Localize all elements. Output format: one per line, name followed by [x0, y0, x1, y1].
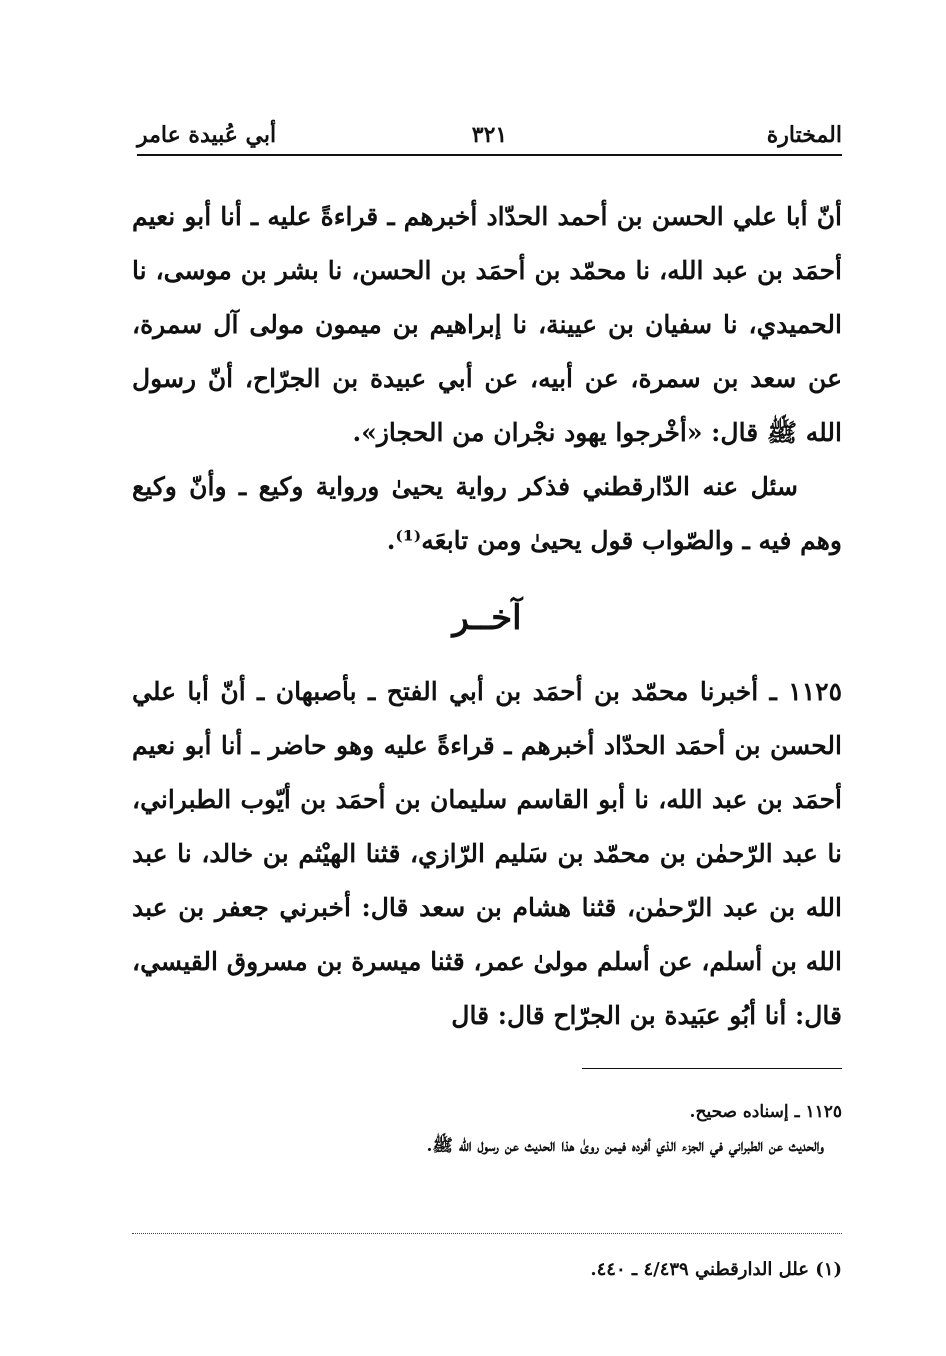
notes-divider: [582, 1068, 842, 1069]
footnote: (١) علل الدارقطني ٤/٤٣٩ ـ ٤٤٠.: [590, 1259, 842, 1280]
note-source: والحديث عن الطبراني في الجزء الذي أفرده فيمن روىٰ هذا الحديث عن رسول الله ﷺ.: [426, 1136, 824, 1156]
section-heading: آخــر: [452, 598, 522, 638]
paragraph-hadith-1125: ١١٢٥ ـ أخبرنا محمّد بن أحمَد بن أبي الفتح ـ بأصبهان ـ أنّ أبا علي الحسن بن أحمَد الحدّاد أخبرهم ـ قراءةً عليه وهو حاضر ـ أنا أبو نعيم أحمَد بن عبد الله، نا أبو القاسم سليمان بن أحمَد بن أيّوب الطبراني، نا عبد الرّحمٰن بن محمّد بن سَليم الرّازي، قثنا الهيْثم بن خالد، نا عبد الله بن عبد الرّحمٰن، قثنا هشام بن سعد قال: أخبرني جعفر بن عبد الله بن أسلم، عن أسلم مولىٰ عمر، قثنا ميسرة بن مسروق القيسي، قال: أنا أبُو عبَيدة بن الجرّاح قال: قال: [132, 677, 842, 1030]
paragraph-hadith-text: أنّ أبا علي الحسن بن أحمد الحدّاد أخبرهم ـ قراءةً عليه ـ أنا أبو نعيم أحمَد بن عبد الله، نا محمّد بن أحمَد بن الحسن، نا بشر بن موسى، نا الحميدي، نا سفيان بن عيينة، نا إبراهيم بن ميمون مولى آل سمرة، عن سعد بن سمرة، عن أبيه، عن أبي عبيدة بن الجرّاح، أنّ رسول الله ﷺ قال: «أخْرجوا يهود نجْران من الحجاز».: [132, 202, 842, 447]
note-isnad: ١١٢٥ ـ إسناده صحيح.: [689, 1102, 842, 1122]
header-book-title: المختارة: [766, 122, 842, 148]
paragraph-commentary: سئل عنه الدّارقطني فذكر رواية يحيىٰ ورواية وكيع ـ وأنّ وكيع وهم فيه ـ والصّواب قول يحيىٰ ومن تابعَه⁽¹⁾.: [132, 472, 842, 555]
main-text: [132, 190, 842, 568]
notes-block: [132, 1095, 842, 1163]
running-header: [137, 118, 842, 156]
page-number: ٣٢١: [471, 122, 508, 148]
footnote-divider: [132, 1233, 842, 1234]
header-section-title: أبي عُبيدة عامر: [137, 122, 277, 148]
